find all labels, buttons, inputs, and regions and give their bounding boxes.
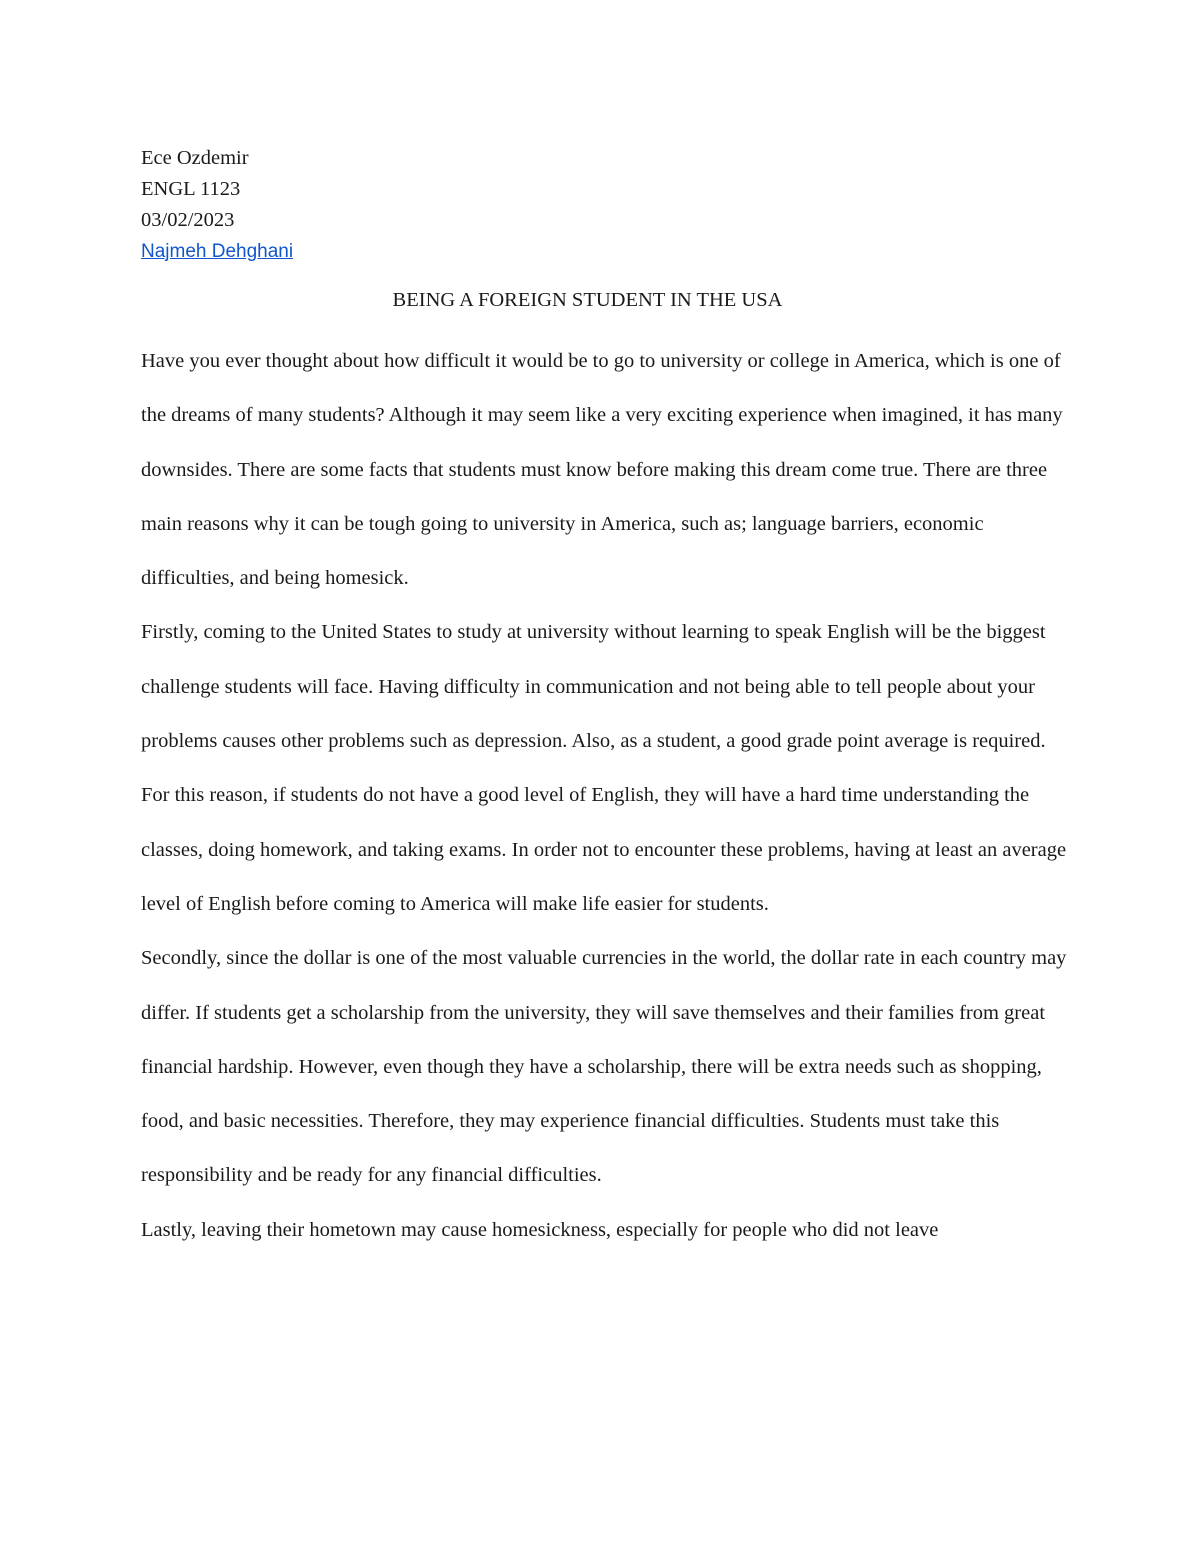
author-name: Ece Ozdemir bbox=[141, 147, 249, 169]
course-code: ENGL 1123 bbox=[141, 178, 241, 200]
instructor-name-link[interactable]: Najmeh Dehghani bbox=[141, 241, 294, 262]
document-date: 03/02/2023 bbox=[141, 209, 235, 231]
paragraph-language-barriers: Firstly, coming to the United States to study at university without learning to speak English will be the biggest challenge students will face. Having difficulty in communication and not being able to tell people about your problems causes other problems such as depression. Also, as a student, a good grade point average is required. For this reason, if students do not have a good level of English, they will have a hard time understanding the classes, doing homework, and taking exams. In order not to encounter these problems, having at least an average level of English before coming to America will make life easier for students. bbox=[141, 621, 1067, 915]
essay-title: BEING A FOREIGN STUDENT IN THE USA bbox=[392, 289, 783, 311]
paragraph-economic-difficulties: Secondly, since the dollar is one of the most valuable currencies in the world, the dollar rate in each country may differ. If students get a scholarship from the university, they will save themselves and their families from great financial hardship. However, even though they have a scholarship, there will be extra needs such as shopping, food, and basic necessities. Therefore, they may experience financial difficulties. Students must take this responsibility and be ready for any financial difficulties. bbox=[141, 947, 1067, 1187]
paragraph-introduction: Have you ever thought about how difficult it would be to go to university or college in America, which is one of the dreams of many students? Although it may seem like a very exciting experience when imagined, it has many downsides. There are some facts that students must know before making this dream come true. There are three main reasons why it can be tough going to university in America, such as; language barriers, economic difficulties, and being homesick. bbox=[141, 350, 1063, 590]
document-header bbox=[141, 143, 1071, 267]
paragraph-homesickness: Lastly, leaving their hometown may cause homesickness, especially for people who did not leave bbox=[141, 1218, 939, 1241]
essay-body bbox=[141, 334, 1071, 1257]
